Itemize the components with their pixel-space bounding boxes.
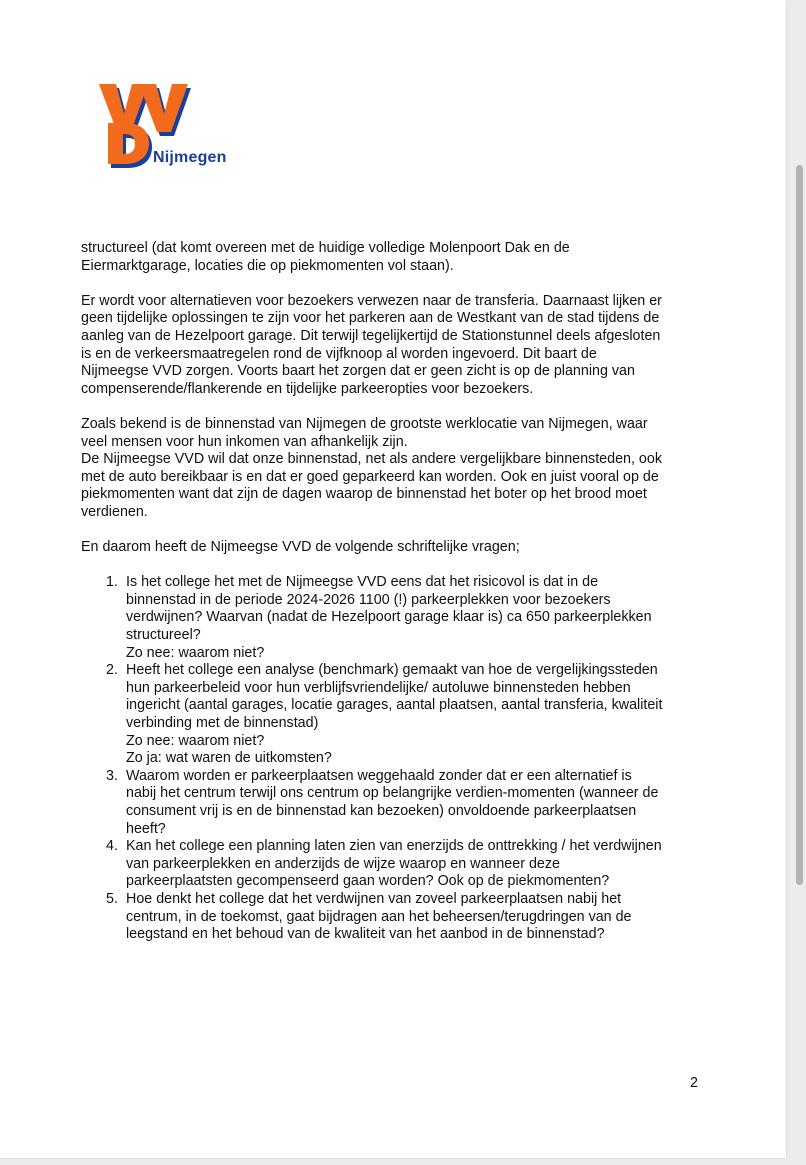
list-item — [81, 662, 711, 768]
text-line: Zoals bekend is de binnenstad van Nijmegen de grootste werklocatie van Nijmegen, waar — [81, 415, 648, 432]
page-number: 2 — [690, 1075, 698, 1091]
text-line: verdwijnen? Waarvan (nadat de Hezelpoort garage klaar is) ca 650 parkeerplekken — [126, 609, 652, 626]
text-line: nabij het centrum terwijl ons centrum op belangrijke verdien-momenten (wanneer de — [126, 785, 659, 802]
vvd-nijmegen-logo — [97, 80, 247, 180]
list-item — [81, 891, 711, 944]
list-item — [81, 838, 711, 891]
text-line: centrum, in de toekomst, gaat bijdragen aan het beheersen/terugdringen van de — [126, 908, 632, 925]
text-line: structureel? — [126, 627, 201, 644]
text-line: is en de verkeersmaatregelen rond de vijfknoop al worden ingevoerd. Dit baart de — [81, 345, 597, 362]
list-item-number: 4. — [106, 838, 118, 855]
text-line: Eiermarktgarage, locaties die op piekmomenten vol staan). — [81, 257, 454, 274]
text-line: parkeerplaatsten gecompenseerd gaan worden? Ook op de piekmomenten? — [126, 873, 610, 890]
text-line: consument vrij is en de binnenstad kan bezoeken) onvoldoende parkeerplaatsen — [126, 803, 637, 819]
vertical-scrollbar[interactable] — [796, 165, 803, 885]
text-line: binnenstad in de periode 2024-2026 1100 (!) parkeerplekken voor bezoekers — [126, 591, 611, 608]
text-line: Hoe denkt het college dat het verdwijnen van zoveel parkeerplaatsen nabij het — [126, 890, 622, 907]
text-line: heeft? — [126, 820, 166, 837]
text-line: ingericht (aantal garages, locatie garages, aantal plaatsen, aantal transferia, kwaliteit — [126, 697, 663, 714]
text-line: Heeft het college een analyse (benchmark) gemaakt van hoe de vergelijkingssteden — [126, 662, 658, 679]
text-line: leegstand en het behoud van de kwaliteit van het aanbod in de binnenstad? — [126, 926, 605, 943]
text-line: Zo nee: waarom niet? — [126, 732, 265, 749]
text-line: compenserende/flankerende en tijdelijke parkeeropties voor bezoekers. — [81, 380, 534, 397]
document-body — [81, 240, 711, 944]
text-line: veel mensen voor hun inkomen van afhankelijk zijn. — [81, 433, 408, 450]
text-line: structureel (dat komt overeen met de huidige volledige Molenpoort Dak en de — [81, 240, 570, 256]
paragraph-3 — [81, 416, 711, 451]
text-line: verdienen. — [81, 503, 148, 520]
text-line: De Nijmeegse VVD wil dat onze binnenstad, net als andere vergelijkbare binnensteden, ook — [81, 451, 662, 468]
paragraph-1 — [81, 240, 711, 275]
text-line: Is het college het met de Nijmeegse VVD eens dat het risicovol is dat in de — [126, 574, 599, 591]
text-line: van parkeerplekken en anderzijds de wijze waarop en wanneer deze — [126, 855, 560, 872]
paragraph-5 — [81, 539, 711, 557]
text-line: hun parkeerbeleid voor hun verblijfsvriendelijke/ autoluwe binnensteden hebben — [126, 679, 631, 696]
list-item — [81, 768, 711, 838]
list-item — [81, 574, 711, 662]
text-line: Waarom worden er parkeerplaatsen weggehaald zonder dat er een alternatief is — [126, 767, 632, 784]
text-line: piekmomenten want dat zijn de dagen waarop de binnenstad het boter op het brood moet — [81, 486, 647, 503]
text-line: aanleg van de Hezelpoort garage. Dit terwijl tegelijkertijd de Stationstunnel deels afgesloten — [81, 327, 661, 344]
paragraph-2 — [81, 293, 711, 399]
list-item-number: 5. — [106, 890, 118, 907]
list-item-number: 3. — [106, 767, 118, 784]
text-line: met de auto bereikbaar is en dat er goed geparkeerd kan worden. Ook en juist vooral op de — [81, 468, 659, 485]
text-line: Zo nee: waarom niet? — [126, 644, 265, 661]
logo-city-text: Nijmegen — [153, 149, 227, 166]
list-item-number: 2. — [106, 662, 118, 679]
text-line: verbinding met de binnenstad) — [126, 715, 319, 732]
questions-list — [81, 574, 711, 943]
text-line: Zo ja: wat waren de uitkomsten? — [126, 750, 332, 767]
list-item-number: 1. — [106, 574, 118, 591]
text-line: Er wordt voor alternatieven voor bezoekers verwezen naar de transferia. Daarnaast lijken er — [81, 292, 662, 309]
text-line: Nijmeegse VVD zorgen. Voorts baart het zorgen dat er geen zicht is op de planning van — [81, 363, 635, 380]
text-line: En daarom heeft de Nijmeegse VVD de volgende schriftelijke vragen; — [81, 539, 520, 556]
text-line: geen tijdelijke oplossingen te zijn voor het parkeren aan de Westkant van de stad tijdens de — [81, 310, 660, 327]
paragraph-4 — [81, 451, 711, 521]
text-line: Kan het college een planning laten zien van enerzijds de onttrekking / het verdwijnen — [126, 838, 662, 855]
